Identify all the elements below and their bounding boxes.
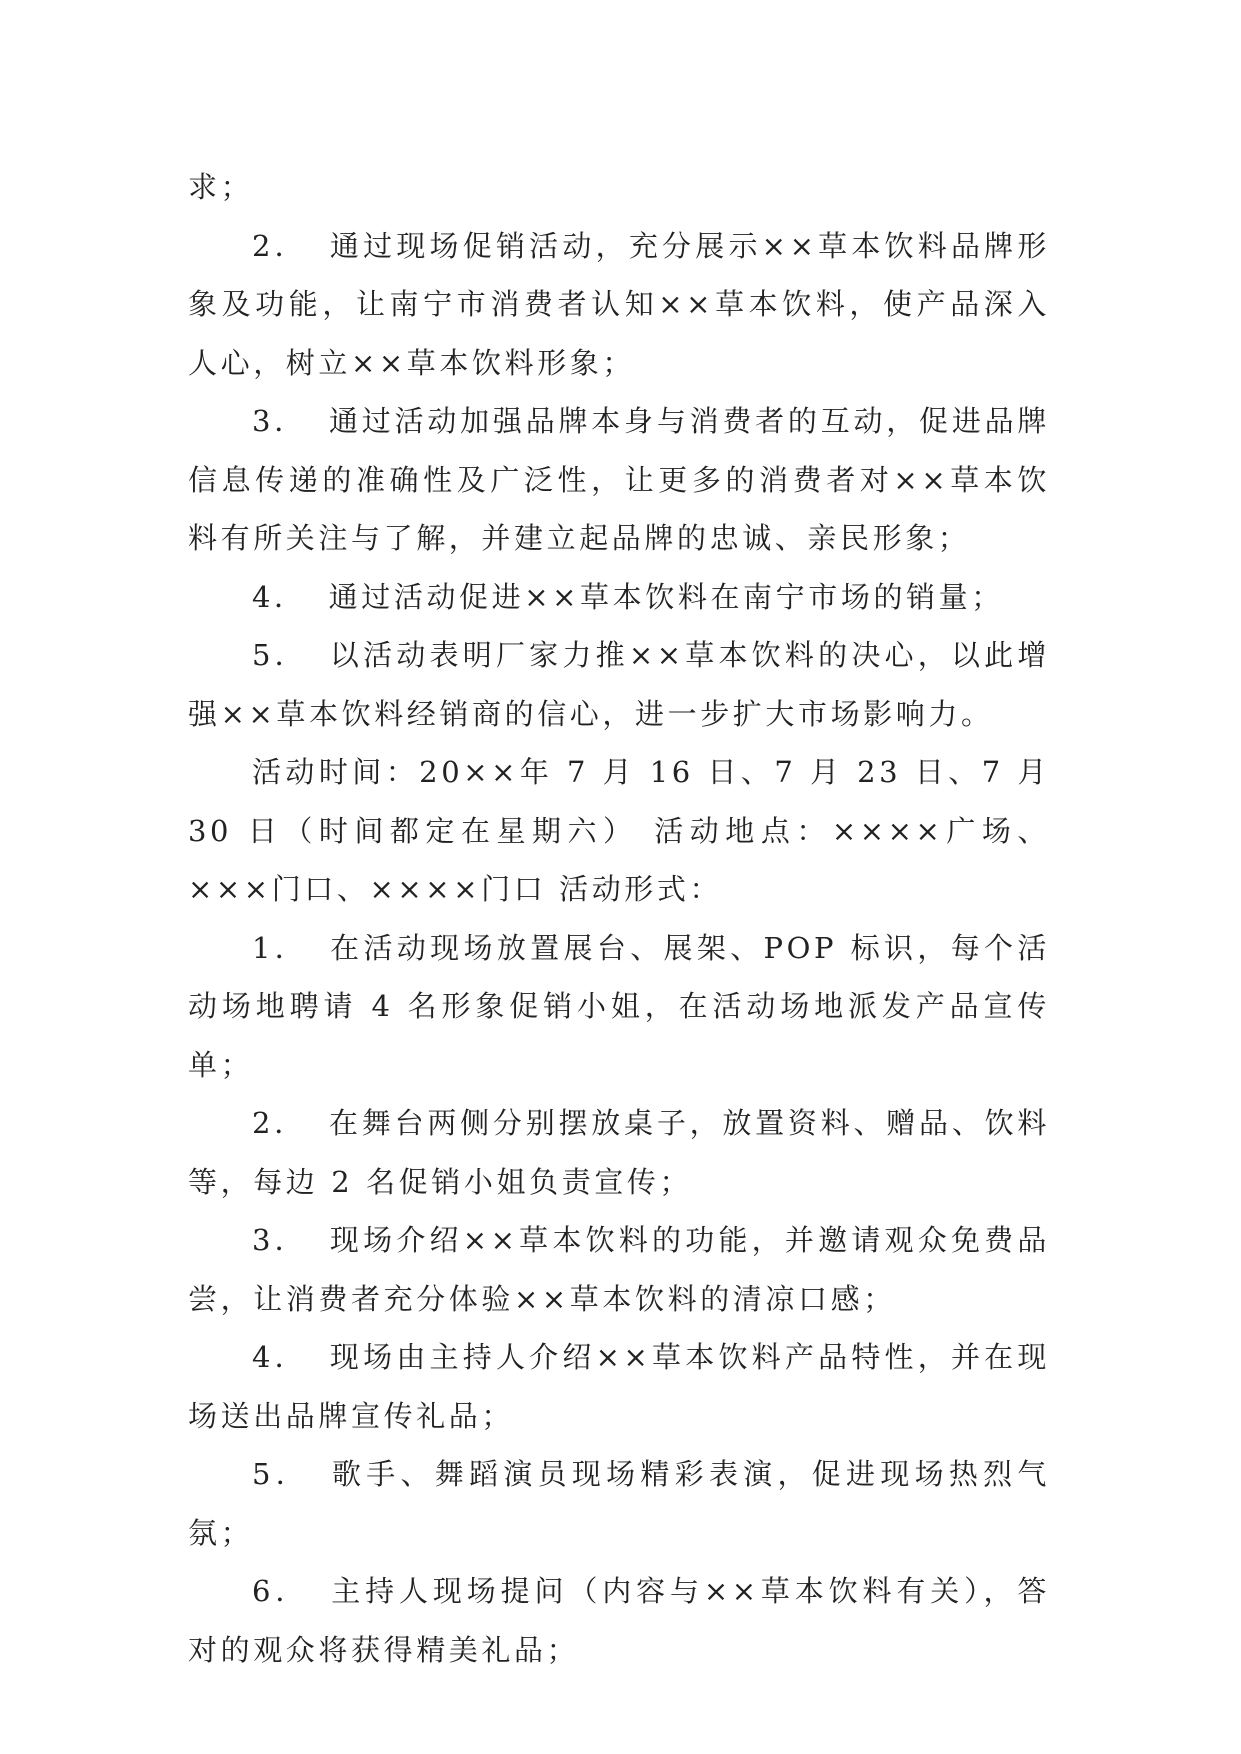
paragraph-form-3 — [188, 1211, 1050, 1328]
paragraph-goal-5 — [188, 626, 1050, 743]
paragraph-continuation — [188, 158, 1050, 217]
paragraph-number: 4． — [252, 1340, 308, 1374]
paragraph-activity-info — [188, 743, 1050, 919]
paragraph-number: 3． — [252, 1223, 308, 1257]
paragraph-goal-4 — [188, 568, 1050, 627]
paragraph-number: 1． — [252, 930, 309, 965]
paragraph-text: 求； — [188, 170, 254, 204]
paragraph-form-6 — [188, 1562, 1050, 1679]
paragraph-text: 主持人现场提问（内容与××草本饮料有关），答对的观众将获得精美礼品； — [188, 1574, 1050, 1667]
paragraph-goal-2 — [188, 217, 1050, 393]
paragraph-text: 通过活动促进××草本饮料在南宁市场的销量； — [328, 579, 1004, 614]
paragraph-goal-3 — [188, 392, 1050, 568]
paragraph-number: 2． — [252, 228, 308, 263]
paragraph-form-5 — [188, 1445, 1050, 1562]
paragraph-number: 5． — [252, 1457, 310, 1491]
paragraph-text: 通过现场促销活动，充分展示××草本饮料品牌形象及功能，让南宁市消费者认知××草本饮料，使产品深入人心，树立××草本饮料形象； — [188, 228, 1050, 380]
paragraph-number: 3． — [252, 404, 308, 438]
paragraph-text: 活动时间：20××年 7 月 16 日、7 月 23 日、7 月 30 日（时间都定在星期六） 活动地点：××××广场、×××门口、××××门口 活动形式： — [188, 755, 1050, 906]
paragraph-form-2 — [188, 1094, 1050, 1211]
paragraph-form-1 — [188, 919, 1050, 1095]
paragraph-number: 5． — [252, 638, 308, 672]
paragraph-text: 在活动现场放置展台、展架、POP 标识，每个活动场地聘请 4 名形象促销小姐，在活动场地派发产品宣传单； — [188, 930, 1050, 1082]
paragraph-number: 6． — [252, 1574, 310, 1608]
paragraph-text: 现场介绍××草本饮料的功能，并邀请观众免费品尝，让消费者充分体验××草本饮料的清凉口感； — [188, 1223, 1050, 1316]
paragraph-text: 歌手、舞蹈演员现场精彩表演，促进现场热烈气氛； — [188, 1457, 1050, 1550]
paragraph-number: 4． — [252, 579, 307, 614]
paragraph-form-4 — [188, 1328, 1050, 1445]
paragraph-text: 以活动表明厂家力推××草本饮料的决心，以此增强××草本饮料经销商的信心，进一步扩大市场影响力。 — [188, 638, 1050, 731]
document-page — [188, 158, 1050, 1679]
paragraph-text: 现场由主持人介绍××草本饮料产品特性，并在现场送出品牌宣传礼品； — [188, 1340, 1050, 1433]
paragraph-number: 2． — [252, 1106, 308, 1140]
paragraph-text: 在舞台两侧分别摆放桌子，放置资料、赠品、饮料等，每边 2 名促销小姐负责宣传； — [188, 1106, 1050, 1199]
paragraph-text: 通过活动加强品牌本身与消费者的互动，促进品牌信息传递的准确性及广泛性，让更多的消费者对××草本饮料有所关注与了解，并建立起品牌的忠诚、亲民形象； — [188, 404, 1050, 555]
